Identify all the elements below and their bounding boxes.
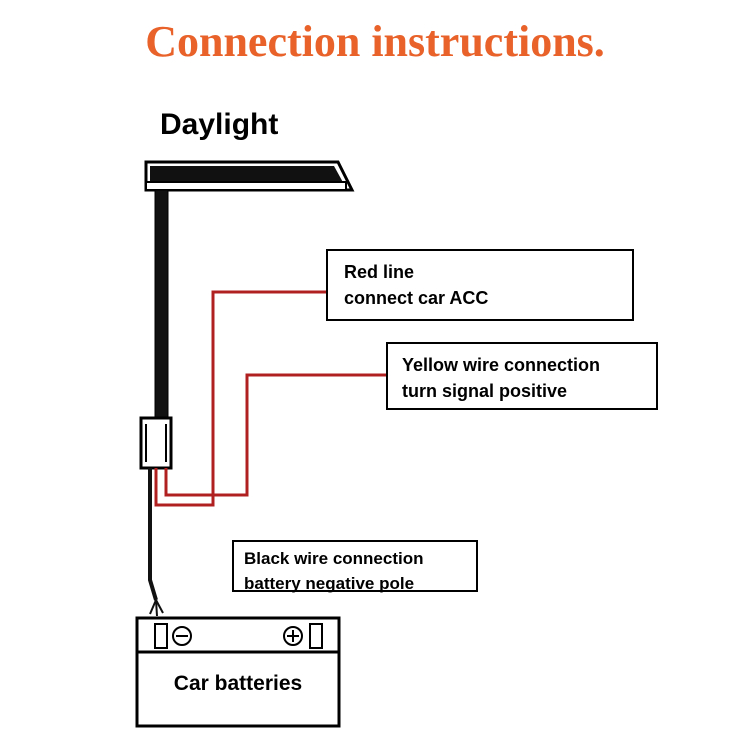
yellow-wire-callout-line-2: turn signal positive: [402, 381, 568, 402]
red-line-callout: [326, 249, 634, 321]
yellow-wire-callout: [386, 342, 658, 410]
daylight-lamp: [146, 162, 352, 190]
black-wire-callout-line-2: battery negative pole: [244, 573, 415, 593]
page-title: Connection instructions.: [145, 17, 605, 66]
daylight-label: Daylight: [160, 108, 279, 141]
black-wire-callout: [232, 540, 478, 592]
red-line-callout-line-2: connect car ACC: [344, 288, 489, 309]
red-line-callout-line-1: Red line: [344, 262, 415, 282]
car-batteries-label: Car batteries: [173, 672, 303, 695]
black-wire-callout-line-1: Black wire connection: [244, 549, 424, 568]
main-cable: [155, 190, 168, 420]
yellow-wire-callout-line-1: Yellow wire connection: [402, 355, 601, 375]
connector-block: [141, 418, 171, 468]
